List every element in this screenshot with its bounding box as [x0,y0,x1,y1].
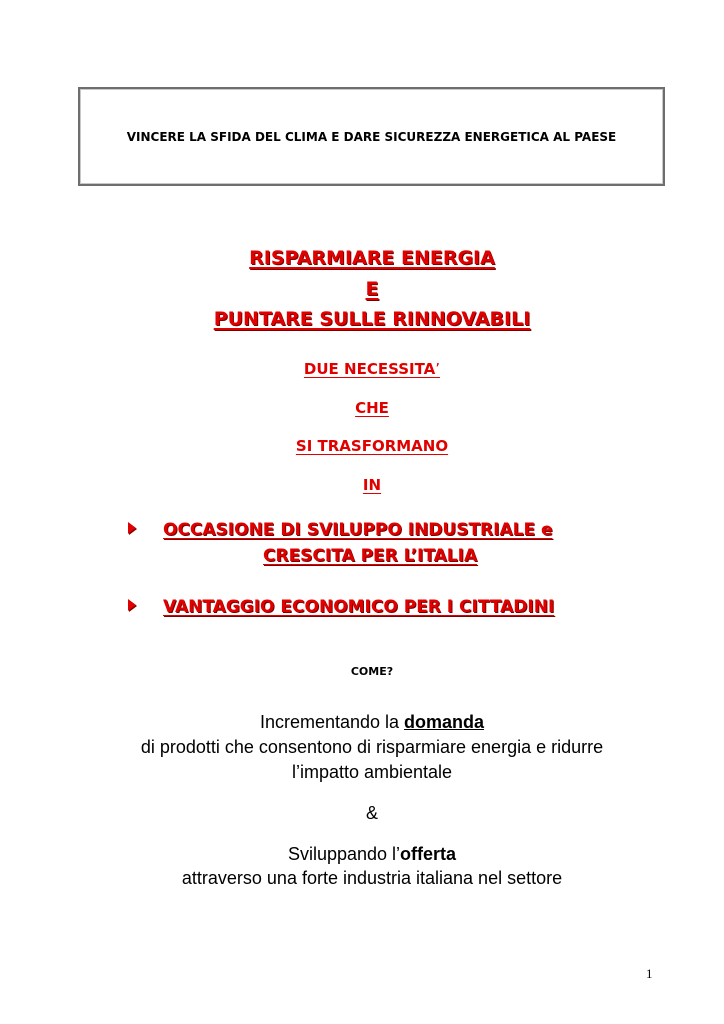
subtitle-line-3: SI TRASFORMANO [295,437,449,455]
title-line-3: PUNTARE SULLE RINNOVABILI [213,308,531,330]
paragraph1-line-3: l’impatto ambientale [291,762,453,782]
header-box [78,87,665,186]
bullet-line-1: OCCASIONE DI SVILUPPO INDUSTRIALE e [163,520,553,540]
subtitle-line-4: IN [362,476,382,494]
paragraph2-prefix: Sviluppando l’ [287,844,401,864]
ampersand: & [365,803,378,823]
paragraph2-emphasis: offerta [400,844,457,864]
subtitle-line-2: CHE [355,399,389,417]
paragraph1-line-1 [0,712,724,733]
paragraph1-prefix: Incrementando la [259,712,405,732]
header-text: VINCERE LA SFIDA DEL CLIMA E DARE SICUREZZA ENERGETICA AL PAESE [126,129,617,144]
bullet-line-1: VANTAGGIO ECONOMICO PER I CITTADINI [163,597,555,617]
question-come: COME? [350,665,394,678]
bullet-item-economic [128,594,554,620]
triangle-bullet-icon [128,599,136,611]
title-line-1: RISPARMIARE ENERGIA [249,247,495,269]
subtitle-apostrophe: ’ [435,360,441,378]
subtitle-line-1 [0,360,724,378]
bullet-line-2: CRESCITA PER L’ITALIA [263,546,478,566]
paragraph1-emphasis: domanda [404,712,485,732]
title-line-2: E [365,278,379,300]
page-number: 1 [646,966,653,981]
bullet-text [163,594,554,620]
triangle-bullet-icon [128,522,136,534]
bullet-item-industrial [128,517,553,569]
paragraph1-line-2: di prodotti che consentono di risparmiare energia e ridurre [140,737,604,757]
subtitle-line-1-main: DUE NECESSITA [303,360,436,378]
bullet-text [163,517,553,569]
paragraph2-line-2: attraverso una forte industria italiana nel settore [181,868,563,888]
paragraph2-line-1 [0,844,724,865]
